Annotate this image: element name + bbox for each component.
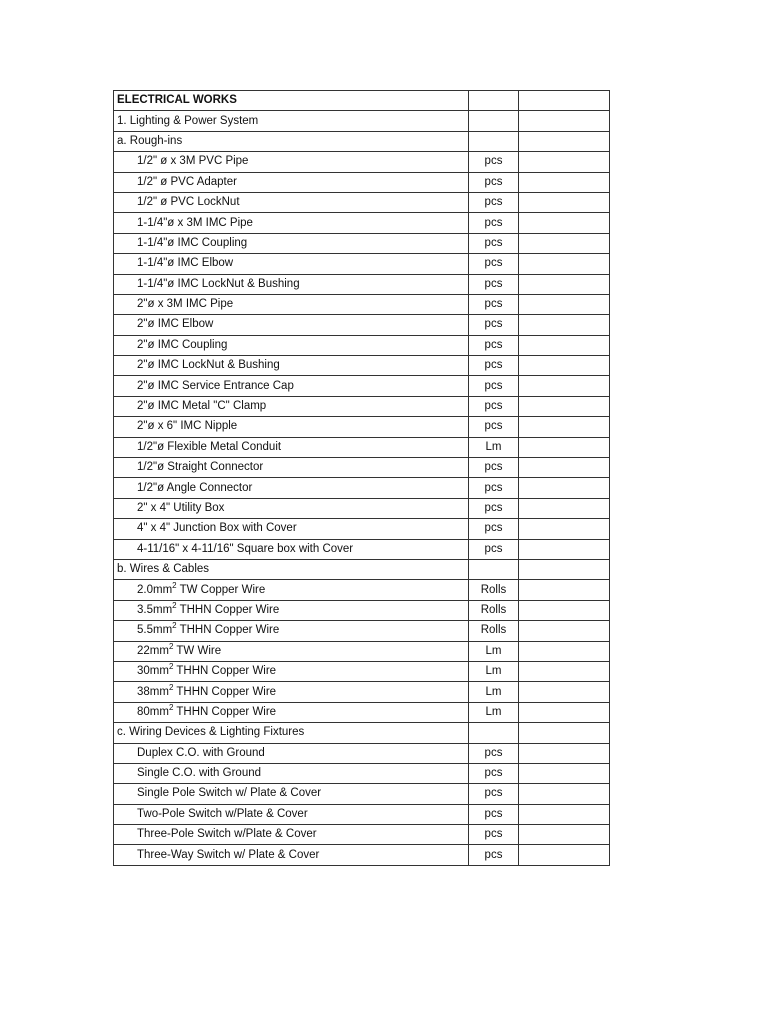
description-text: 38mm [137, 685, 169, 698]
table-row [114, 233, 610, 253]
description-cell [114, 233, 469, 253]
table-row [114, 539, 610, 559]
description-text: 1/2" ø x 3M PVC Pipe [137, 155, 249, 168]
description-cell [114, 192, 469, 212]
unit-cell: Lm [469, 702, 519, 722]
description-cell [114, 91, 469, 111]
unit-cell: Lm [469, 641, 519, 661]
description-cell [114, 152, 469, 172]
unit-cell: pcs [469, 396, 519, 416]
section-row [114, 111, 610, 131]
table-row [114, 845, 610, 865]
unit-cell: pcs [469, 294, 519, 314]
description-cell [114, 804, 469, 824]
blank-cell [519, 437, 610, 457]
description-text: 2"ø IMC Service Entrance Cap [137, 379, 294, 392]
description-text: 5.5mm [137, 624, 173, 637]
table-row [114, 294, 610, 314]
description-cell [114, 356, 469, 376]
table-row [114, 763, 610, 783]
description-text: 1-1/4"ø IMC Coupling [137, 236, 248, 249]
unit-cell [469, 131, 519, 151]
description-text: 2"ø IMC Elbow [137, 318, 214, 331]
description-suffix: THHN Copper Wire [176, 603, 280, 616]
blank-cell [519, 743, 610, 763]
superscript: 2 [168, 682, 174, 692]
description-cell [114, 825, 469, 845]
blank-cell [519, 539, 610, 559]
table-row [114, 702, 610, 722]
table-row [114, 396, 610, 416]
unit-cell [469, 723, 519, 743]
description-cell [114, 784, 469, 804]
blank-cell [519, 661, 610, 681]
blank-cell [519, 172, 610, 192]
description-text: 1-1/4"ø IMC LockNut & Bushing [137, 277, 300, 290]
blank-cell [519, 519, 610, 539]
unit-cell: pcs [469, 356, 519, 376]
unit-cell: pcs [469, 845, 519, 865]
table-row [114, 356, 610, 376]
unit-cell: pcs [469, 417, 519, 437]
blank-cell [519, 376, 610, 396]
table-row [114, 192, 610, 212]
description-cell [114, 743, 469, 763]
unit-cell: pcs [469, 192, 519, 212]
table-row [114, 274, 610, 294]
table-row [114, 335, 610, 355]
description-text: 4" x 4" Junction Box with Cover [137, 522, 297, 535]
description-cell [114, 600, 469, 620]
unit-cell: Lm [469, 437, 519, 457]
blank-cell [519, 417, 610, 437]
unit-cell: pcs [469, 825, 519, 845]
unit-cell [469, 111, 519, 131]
table-row [114, 458, 610, 478]
description-text: 2"ø x 6" IMC Nipple [137, 420, 238, 433]
description-cell [114, 478, 469, 498]
blank-cell [519, 600, 610, 620]
blank-cell [519, 152, 610, 172]
table-body [114, 91, 610, 866]
unit-cell: pcs [469, 172, 519, 192]
description-suffix: THHN Copper Wire [176, 624, 280, 637]
description-text: 1/2"ø Angle Connector [137, 481, 253, 494]
description-cell [114, 845, 469, 865]
description-text: Single Pole Switch w/ Plate & Cover [137, 787, 322, 800]
unit-cell: Rolls [469, 580, 519, 600]
table-row [114, 315, 610, 335]
unit-cell: pcs [469, 254, 519, 274]
description-text: Single C.O. with Ground [137, 767, 262, 780]
blank-cell [519, 213, 610, 233]
blank-cell [519, 784, 610, 804]
blank-cell [519, 396, 610, 416]
description-text: 1/2"ø Straight Connector [137, 461, 264, 474]
description-text: Duplex C.O. with Ground [137, 746, 265, 759]
description-cell [114, 376, 469, 396]
table-row [114, 743, 610, 763]
description-suffix: TW Wire [173, 644, 222, 657]
blank-cell [519, 702, 610, 722]
description-text: b. Wires & Cables [117, 563, 210, 576]
unit-cell: pcs [469, 498, 519, 518]
description-cell [114, 539, 469, 559]
description-text: ELECTRICAL WORKS [117, 94, 237, 107]
unit-cell: pcs [469, 784, 519, 804]
table-row [114, 478, 610, 498]
description-text: a. Rough-ins [117, 134, 183, 147]
description-cell [114, 621, 469, 641]
blank-cell [519, 315, 610, 335]
description-cell [114, 763, 469, 783]
blank-cell [519, 723, 610, 743]
unit-cell: pcs [469, 763, 519, 783]
superscript: 2 [172, 580, 177, 590]
description-cell [114, 682, 469, 702]
table-row [114, 784, 610, 804]
description-text: 1-1/4"ø x 3M IMC Pipe [137, 216, 253, 229]
blank-cell [519, 621, 610, 641]
blank-cell [519, 294, 610, 314]
description-text: 1/2"ø Flexible Metal Conduit [137, 440, 282, 453]
superscript: 2 [172, 621, 177, 631]
description-text: 3.5mm [137, 603, 173, 616]
description-text: 2" x 4" Utility Box [137, 502, 225, 514]
description-cell [114, 396, 469, 416]
description-cell [114, 335, 469, 355]
blank-cell [519, 335, 610, 355]
unit-cell: pcs [469, 335, 519, 355]
superscript: 2 [168, 641, 174, 651]
description-cell [114, 111, 469, 131]
description-text: 2"ø IMC Coupling [137, 338, 228, 351]
description-cell [114, 437, 469, 457]
description-cell [114, 498, 469, 518]
unit-cell: pcs [469, 376, 519, 396]
description-text: 1/2" ø PVC Adapter [137, 175, 237, 188]
table-row [114, 437, 610, 457]
blank-cell [519, 641, 610, 661]
description-text: 1/2" ø PVC LockNut [137, 196, 240, 209]
table-row [114, 580, 610, 600]
description-suffix: TW Copper Wire [176, 583, 266, 596]
description-text: 2.0mm [137, 583, 173, 596]
description-cell [114, 294, 469, 314]
section-row [114, 559, 610, 579]
description-suffix: THHN Copper Wire [173, 705, 277, 718]
table-row [114, 213, 610, 233]
description-cell [114, 131, 469, 151]
table-row [114, 152, 610, 172]
table-row [114, 804, 610, 824]
unit-cell: pcs [469, 478, 519, 498]
blank-cell [519, 478, 610, 498]
table-row [114, 254, 610, 274]
blank-cell [519, 192, 610, 212]
superscript: 2 [168, 703, 174, 713]
table-row [114, 641, 610, 661]
description-cell [114, 254, 469, 274]
blank-cell [519, 274, 610, 294]
description-cell [114, 458, 469, 478]
description-text: c. Wiring Devices & Lighting Fixtures [117, 726, 305, 739]
description-cell [114, 702, 469, 722]
description-cell [114, 580, 469, 600]
blank-cell [519, 356, 610, 376]
unit-cell: Rolls [469, 600, 519, 620]
description-cell [114, 519, 469, 539]
unit-cell: pcs [469, 519, 519, 539]
description-cell [114, 641, 469, 661]
blank-cell [519, 458, 610, 478]
blank-cell [519, 498, 610, 518]
table-row [114, 417, 610, 437]
table-row [114, 498, 610, 518]
unit-cell: pcs [469, 458, 519, 478]
bill-of-materials-table [113, 90, 610, 866]
blank-cell [519, 580, 610, 600]
superscript: 2 [172, 601, 177, 611]
description-text: 2"ø IMC LockNut & Bushing [137, 359, 280, 372]
table-row [114, 600, 610, 620]
description-text: 22mm [137, 644, 169, 657]
description-cell [114, 723, 469, 743]
table-row [114, 825, 610, 845]
description-cell [114, 172, 469, 192]
table-row [114, 172, 610, 192]
description-text: Three-Way Switch w/ Plate & Cover [137, 848, 320, 861]
table-row [114, 621, 610, 641]
table-row [114, 661, 610, 681]
blank-cell [519, 763, 610, 783]
unit-cell [469, 559, 519, 579]
blank-cell [519, 559, 610, 579]
unit-cell: pcs [469, 743, 519, 763]
description-text: Two-Pole Switch w/Plate & Cover [137, 807, 308, 820]
description-suffix: THHN Copper Wire [173, 685, 277, 698]
description-cell [114, 213, 469, 233]
unit-cell: pcs [469, 274, 519, 294]
blank-cell [519, 804, 610, 824]
description-text: 30mm [137, 665, 169, 678]
unit-cell: Lm [469, 682, 519, 702]
unit-cell: Rolls [469, 621, 519, 641]
table-row [114, 682, 610, 702]
section-row [114, 131, 610, 151]
unit-cell: pcs [469, 539, 519, 559]
unit-cell: Lm [469, 661, 519, 681]
blank-cell [519, 91, 610, 111]
blank-cell [519, 111, 610, 131]
unit-cell: pcs [469, 233, 519, 253]
blank-cell [519, 254, 610, 274]
section-row [114, 723, 610, 743]
superscript: 2 [168, 662, 174, 672]
table-row [114, 519, 610, 539]
description-cell [114, 274, 469, 294]
description-text: 80mm [137, 705, 169, 718]
description-text: 1-1/4"ø IMC Elbow [137, 257, 234, 270]
table-row [114, 376, 610, 396]
blank-cell [519, 682, 610, 702]
unit-cell: pcs [469, 152, 519, 172]
description-text: 4-11/16" x 4-11/16" Square box with Cover [137, 542, 354, 555]
description-text: 2"ø IMC Metal "C" Clamp [137, 400, 267, 413]
blank-cell [519, 825, 610, 845]
description-suffix: THHN Copper Wire [173, 665, 277, 678]
unit-cell [469, 91, 519, 111]
unit-cell: pcs [469, 315, 519, 335]
blank-cell [519, 233, 610, 253]
table-heading-row [114, 91, 610, 111]
unit-cell: pcs [469, 213, 519, 233]
description-cell [114, 661, 469, 681]
description-cell [114, 315, 469, 335]
description-text: Three-Pole Switch w/Plate & Cover [137, 828, 317, 841]
description-cell [114, 559, 469, 579]
description-text: 2"ø x 3M IMC Pipe [137, 298, 234, 311]
description-cell [114, 417, 469, 437]
blank-cell [519, 845, 610, 865]
unit-cell: pcs [469, 804, 519, 824]
blank-cell [519, 131, 610, 151]
description-text: 1. Lighting & Power System [117, 114, 259, 127]
